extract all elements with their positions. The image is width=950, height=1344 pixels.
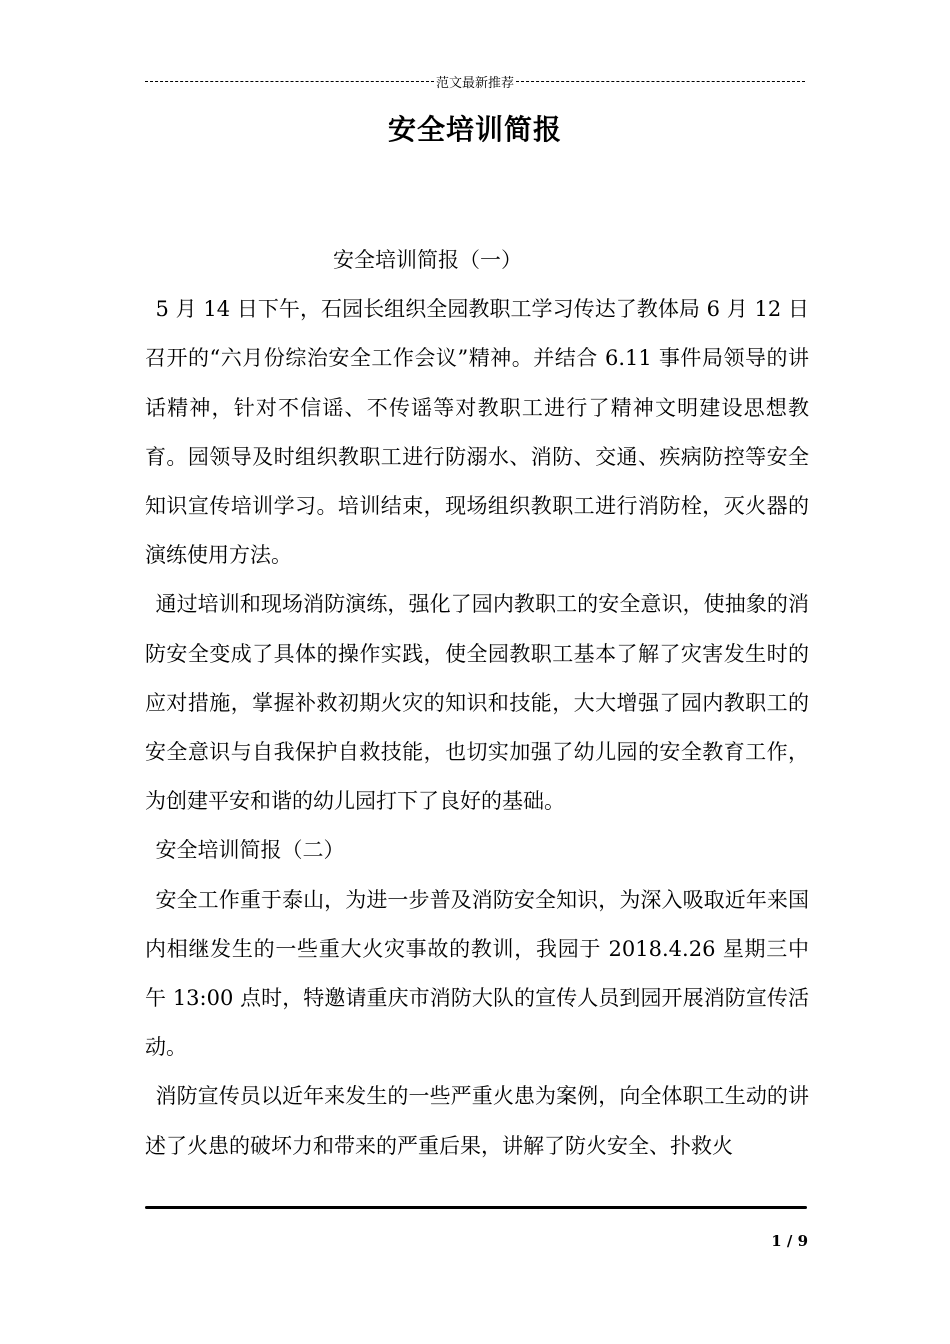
paragraph-4: 消防宣传员以近年来发生的一些严重火患为案例，向全体职工生动的讲述了火患的破坏力和带来的严重后果，讲解了防火安全、扑救火: [145, 1084, 809, 1158]
page-number: 1 / 9: [771, 1232, 808, 1250]
header-banner-text: 范文最新推荐: [436, 75, 515, 91]
header-dash-left: [145, 81, 434, 82]
section-heading-1: 安全培训简报（一）: [333, 248, 522, 272]
paragraph-2: 通过培训和现场消防演练，强化了园内教职工的安全意识，使抽象的消防安全变成了具体的操作实践，使全园教职工基本了解了灾害发生时的应对措施，掌握补救初期火灾的知识和技能，大大增强了园内教职工的安全意识与自我保护自救技能，也切实加强了幼儿园的安全教育工作，为创建平安和谐的幼儿园打下了良好的基础。: [145, 592, 809, 814]
section-heading-2: 安全培训简报（二）: [155, 838, 345, 863]
header-banner: [145, 70, 805, 92]
footer-rule: [145, 1206, 807, 1209]
header-dash-right: [516, 81, 805, 82]
document-body: [145, 236, 809, 1171]
paragraph-1: 5 月 14 日下午，石园长组织全园教职工学习传达了教体局 6 月 12 日召开的“六月份综治安全工作会议”精神。并结合 6.11 事件局领导的讲话精神，针对不信谣、不传谣等对教职工进行了精神文明建设思想教育。园领导及时组织教职工进行防溺水、消防、交通、疾病防控等安全知识宣传培训学习。培训结束，现场组织教职工进行消防栓，灭火器的演练使用方法。: [145, 297, 809, 568]
paragraph-3: 安全工作重于泰山，为进一步普及消防安全知识，为深入吸取近年来国内相继发生的一些重大火灾事故的教训，我园于 2018.4.26 星期三中午 13:00 点时，特邀请重庆市消防大队的宣传人员到园开展消防宣传活动。: [145, 887, 809, 1060]
document-title: 安全培训简报: [387, 113, 562, 146]
